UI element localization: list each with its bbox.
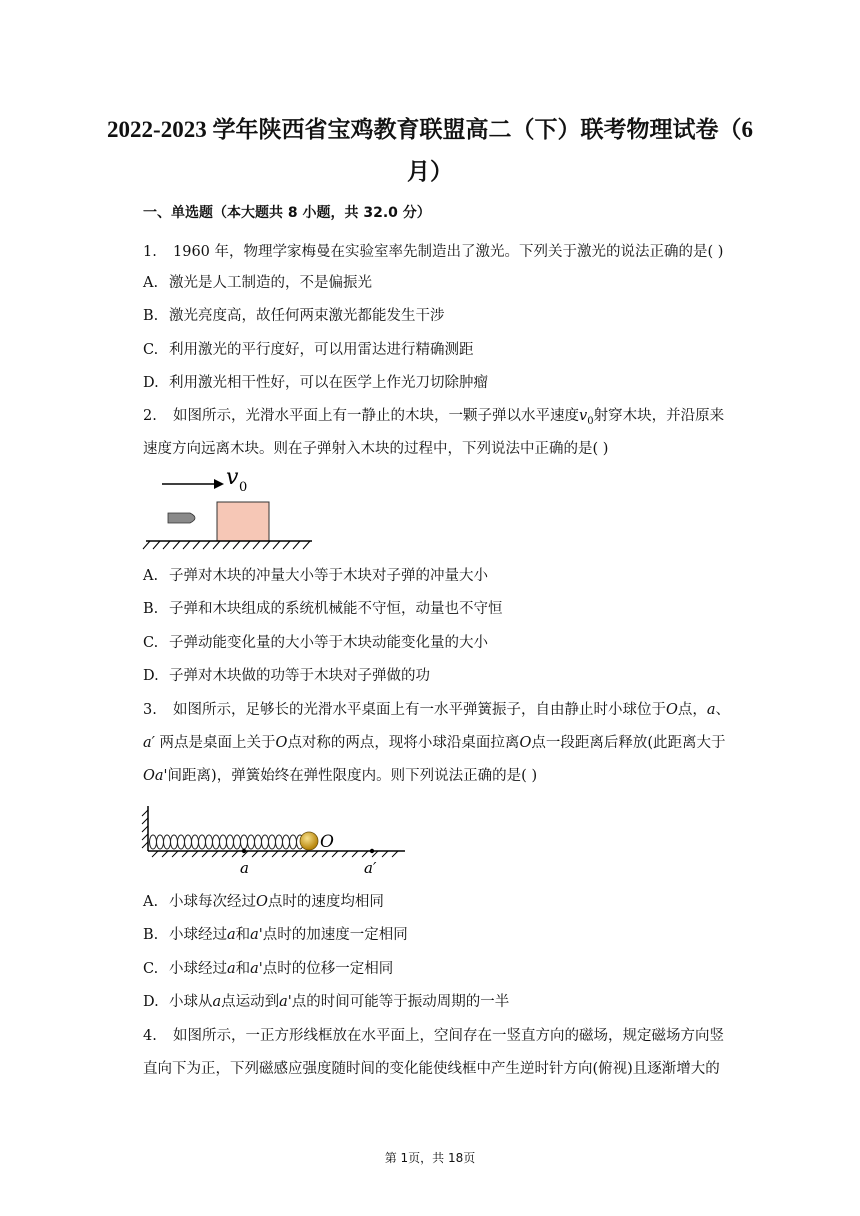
question-3-stem: 3. 如图所示，足够长的光滑水平桌面上有一水平弹簧振子，自由静止时小球位于O点，a、 — [143, 702, 731, 718]
point-o-label: O — [320, 832, 334, 852]
velocity-label: v — [226, 465, 239, 490]
question-4-stem: 4. 如图所示，一正方形线框放在水平面上，空间存在一竖直方向的磁场，规定磁场方向竖 — [143, 1028, 724, 1044]
q3-option-c: C. 小球经过a和a'点时的位移一定相同 — [143, 961, 394, 977]
q3-option-b: B. 小球经过a和a'点时的加速度一定相同 — [143, 927, 408, 943]
question-3-stem-line2: a′ 两点是桌面上关于O点对称的两点，现将小球沿桌面拉离O点一段距离后释放(此距离大于 — [143, 735, 726, 751]
q2-option-c: C. 子弹动能变化量的大小等于木块动能变化量的大小 — [143, 635, 488, 651]
page-title-line1: 2022-2023 学年陕西省宝鸡教育联盟高二（下）联考物理试卷（6 — [107, 117, 753, 142]
q1-option-d: D. 利用激光相干性好，可以在医学上作光刀切除肿瘤 — [143, 375, 488, 391]
bullet-block-figure — [140, 462, 330, 554]
section-header: 一、单选题（本大题共 8 小题，共 32.0 分） — [143, 205, 431, 221]
q2-option-b: B. 子弹和木块组成的系统机械能不守恒，动量也不守恒 — [143, 601, 503, 617]
q1-option-c: C. 利用激光的平行度好，可以用雷达进行精确测距 — [143, 342, 474, 358]
question-number: 1. — [143, 244, 157, 260]
question-1-stem: 1. 1960 年，物理学家梅曼在实验室率先制造出了激光。下列关于激光的说法正确的是( ) — [143, 244, 724, 260]
page-footer: 第 1页，共 18页 — [384, 1151, 476, 1165]
question-3-stem-line3: Oa'间距离)，弹簧始终在弹性限度内。则下列说法正确的是( ) — [143, 768, 538, 784]
question-2-stem-line2: 速度方向远离木块。则在子弹射入木块的过程中，下列说法中正确的是( ) — [143, 441, 609, 457]
point-a-prime-label: a′ — [364, 859, 377, 877]
point-a-label: a — [240, 859, 249, 877]
page-title-line2: 月） — [407, 159, 453, 184]
velocity-subscript: 0 — [239, 480, 248, 495]
q2-option-d: D. 子弹对木块做的功等于木块对子弹做的功 — [143, 668, 430, 684]
question-4-stem-line2: 直向下为正，下列磁感应强度随时间的变化能使线框中产生逆时针方向(俯视)且逐渐增大的 — [143, 1061, 720, 1077]
q1-option-b: B. 激光亮度高，故任何两束激光都能发生干涉 — [143, 308, 445, 324]
question-2-stem: 2. 如图所示，光滑水平面上有一静止的木块，一颗子弹以水平速度$v_0$射穿木块，并沿原来 — [143, 408, 725, 427]
spring-oscillator-figure — [140, 798, 410, 878]
q3-option-d: D. 小球从a点运动到a'点的时间可能等于振动周期的一半 — [143, 994, 510, 1010]
q3-option-a: A. 小球每次经过O点时的速度均相同 — [143, 894, 384, 910]
q2-option-a: A. 子弹对木块的冲量大小等于木块对子弹的冲量大小 — [143, 568, 488, 584]
q1-option-a: A. 激光是人工制造的，不是偏振光 — [143, 275, 372, 291]
